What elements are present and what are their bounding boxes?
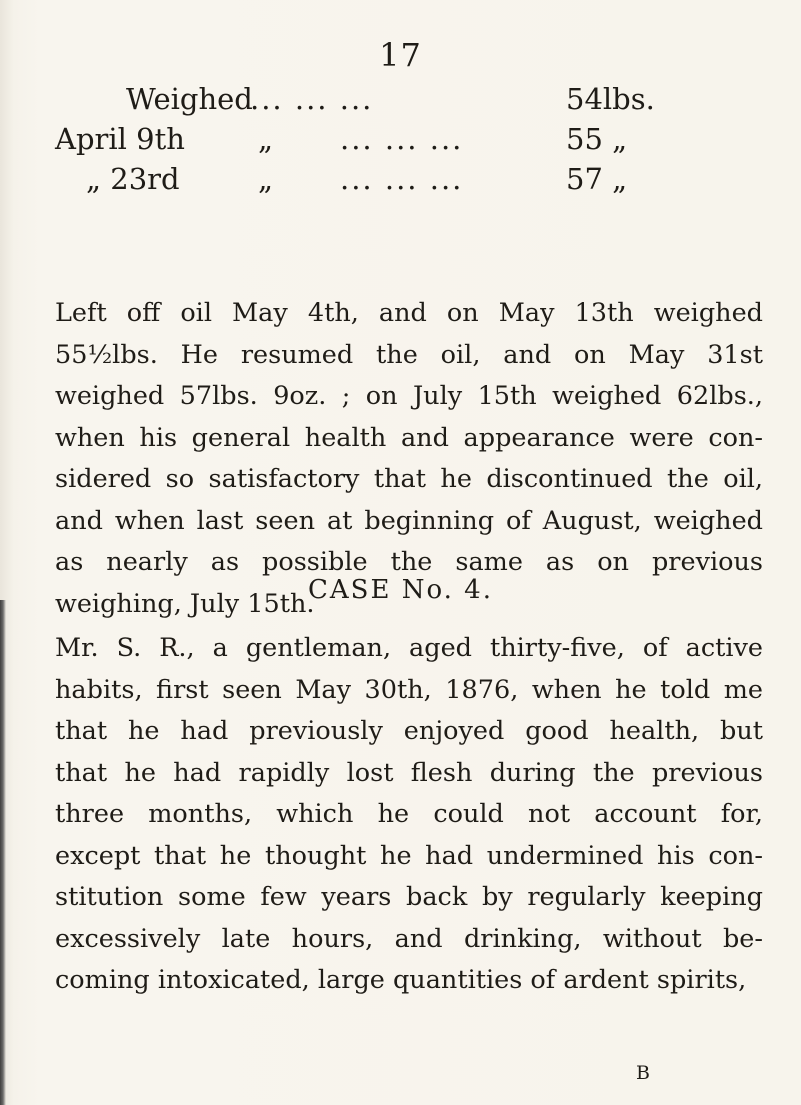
- weight-row: [0, 122, 801, 162]
- text-line: coming intoxicated, large quantities of ardent spirits,: [55, 965, 747, 995]
- binding-edge: [0, 600, 6, 1105]
- text-line: weighing, July 15th.: [55, 588, 315, 619]
- weight-row-label: Weighed: [126, 82, 253, 116]
- case-heading: CASE No. 4.: [307, 575, 493, 605]
- text-line: except that he thought he had undermined his con-: [55, 840, 763, 871]
- text-line: as nearly as possible the same as on previous: [55, 547, 763, 577]
- text-line: that he had rapidly lost flesh during the previous: [55, 757, 763, 788]
- text-line: sidered so satisfactory that he discontinued the oil,: [55, 464, 763, 494]
- weight-row-value: 57 „: [566, 162, 628, 196]
- text-line: when his general health and appearance were con-: [55, 422, 763, 453]
- text-line: stitution some few years back by regularly keeping: [55, 882, 763, 912]
- text-line: excessively late hours, and drinking, without be-: [55, 923, 763, 954]
- text-line: habits, first seen May 30th, 1876, when he told me: [55, 674, 763, 705]
- weight-row-value: 54lbs.: [566, 82, 655, 116]
- text-line: Mr. S. R., a gentleman, aged thirty-five, of active: [55, 633, 763, 663]
- weight-row-ditto: „: [258, 122, 274, 156]
- weight-row-label: April 9th: [55, 122, 185, 156]
- text-line: 55½lbs. He resumed the oil, and on May 31st: [55, 339, 763, 370]
- text-line: three months, which he could not account for,: [55, 799, 763, 829]
- text-line: that he had previously enjoyed good health, but: [55, 716, 763, 746]
- text-line: Left off oil May 4th, and on May 13th weighed: [55, 298, 763, 328]
- weight-row-value: 55 „: [566, 122, 628, 156]
- page-number: 17: [379, 36, 422, 74]
- text-line: weighed 57lbs. 9oz. ; on July 15th weighed 62lbs.,: [55, 381, 763, 411]
- weight-row-dots: ... ... ...: [250, 82, 374, 116]
- weight-row: [0, 162, 801, 202]
- signature-mark: B: [636, 1062, 650, 1084]
- weight-row: [0, 82, 801, 122]
- text-line: and when last seen at beginning of August, weighed: [55, 505, 763, 536]
- weight-row-label: „ 23rd: [86, 162, 180, 196]
- weight-table: [0, 82, 801, 202]
- weight-row-dots: ... ... ...: [340, 162, 464, 196]
- weight-row-dots: ... ... ...: [340, 122, 464, 156]
- paragraph-case-description: [55, 628, 763, 1002]
- weight-row-ditto: „: [258, 162, 274, 196]
